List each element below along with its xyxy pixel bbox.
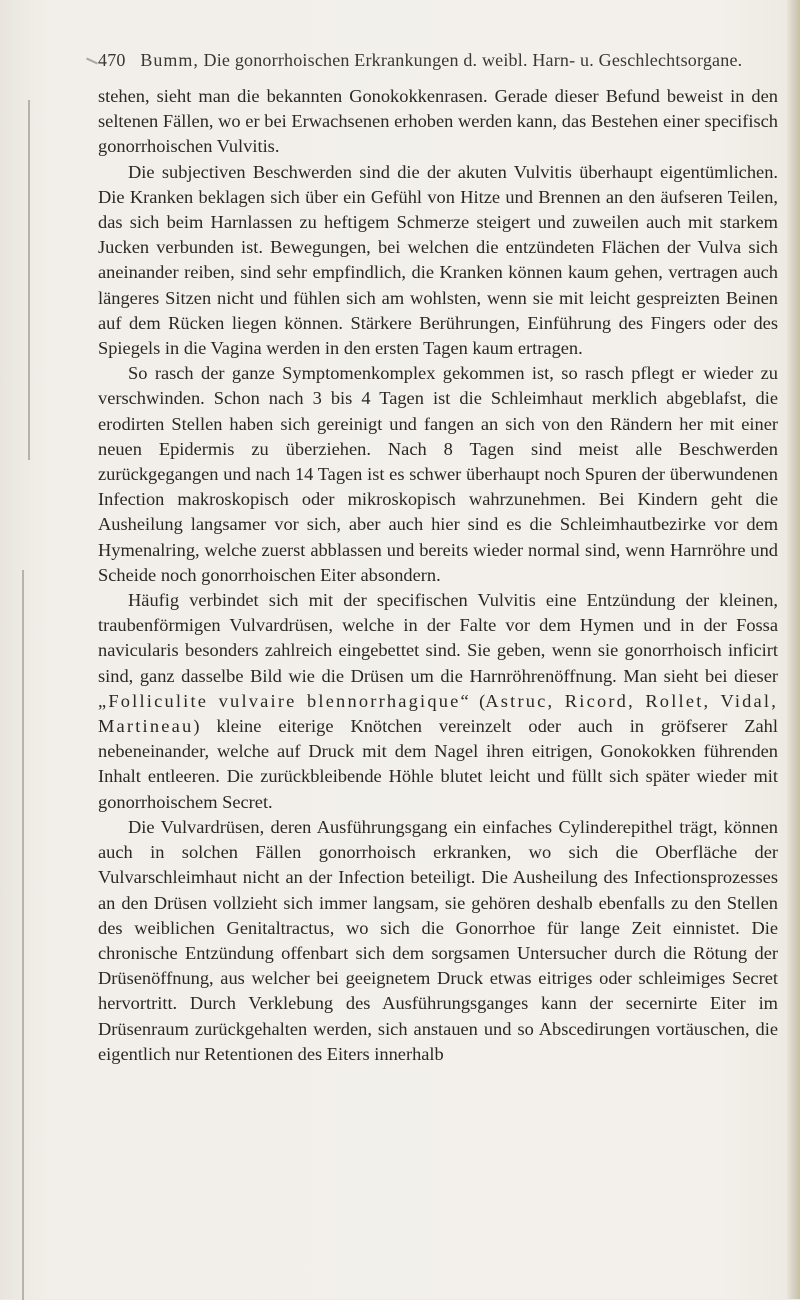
header-author: Bumm,	[140, 50, 199, 70]
paragraph: So rasch der ganze Symptomenkomplex gekommen ist, so rasch pflegt er wieder zu verschwinden. Schon nach 3 bis 4 Tagen ist die Schleimhaut merklich abgeblafst, die erodirten Stellen haben sich gereinigt und fangen an sich von den Rändern her mit einer neuen Epidermis zu überziehen. Nach 8 Tagen sind meist alle Beschwerden zurückgegangen und nach 14 Tagen ist es schwer überhaupt noch Spuren der überwundenen Infection makroskopisch oder mikroskopisch wahrzunehmen. Bei Kindern geht die Ausheilung langsamer vor sich, aber auch hier sind es die Schleimhautbezirke vor dem Hymenalring, welche zuerst abblassen und bereits wieder normal sind, wenn Harnröhre und Scheide noch gonorrhoischen Eiter absondern.	[98, 363, 778, 585]
running-head	[98, 50, 758, 71]
paragraph: Häufig verbindet sich mit der specifischen Vulvitis eine Entzündung der kleinen, traubenförmigen Vulvardrüsen, welche in der Falte vor dem Hymen und in der Fossa navicularis besonders zahlreich eingebettet sind. Sie geben, wenn sie gonorrhoisch inficirt sind, ganz dasselbe Bild wie die Drüsen um die Harnröhrenöffnung. Man sieht bei dieser „Folliculite vulvaire blennorrhagique“ (Astruc, Ricord, Rollet, Vidal, Martineau) kleine eiterige Knötchen vereinzelt oder auch in gröfserer Zahl nebeneinander, welche auf Druck mit dem Nagel ihren eitrigen, Gonokokken führenden Inhalt entleeren. Die zurückbleibende Höhle blutet leicht und füllt sich später wieder mit gonorrhoischem Secret.	[98, 590, 778, 812]
paragraph: stehen, sieht man die bekannten Gonokokkenrasen. Gerade dieser Befund beweist in den seltenen Fällen, wo er bei Erwachsenen erhoben werden kann, das Bestehen einer specifisch gonorrhoischen Vulvitis.	[98, 86, 778, 157]
paragraph: Die Vulvardrüsen, deren Ausführungsgang ein einfaches Cylinderepithel trägt, können auch in solchen Fällen gonorrhoisch erkranken, wo sich die Oberfläche der Vulvarschleimhaut nicht an der Infection beteiligt. Die Ausheilung des Infectionsprozesses an den Drüsen vollzieht sich immer langsam, sie gehören deshalb ebenfalls zu den Stellen des weiblichen Genitaltractus, wo sich die Gonorrhoe für lange Zeit einnistet. Die chronische Entzündung offenbart sich dem sorgsamen Untersucher durch die Rötung der Drüsenöffnung, aus welcher bei geeignetem Druck etwas eitriges oder schleimiges Secret hervortritt. Durch Verklebung des Ausführungsganges kann der secernirte Eiter im Drüsenraum zurückgehalten werden, sich anstauen und so Abscedirungen vortäuschen, die eigentlich nur Retentionen des Eiters innerhalb	[98, 816, 778, 1064]
emphasized-term: „Folliculite vulvaire blennorrhagique“	[98, 690, 471, 711]
margin-pencil-line	[22, 570, 24, 1300]
margin-stroke	[86, 58, 98, 65]
header-title: Die gonorrhoischen Erkrankungen d. weibl. Harn- u. Geschlechtsorgane.	[203, 50, 743, 70]
body-text	[98, 84, 778, 1067]
margin-pencil-line	[28, 100, 30, 460]
page-edge-shadow	[786, 0, 800, 1299]
page-number: 470	[98, 50, 126, 70]
paragraph: Die subjectiven Beschwerden sind die der akuten Vulvitis überhaupt eigentümlichen. Die Kranken beklagen sich über ein Gefühl von Hitze und Brennen an den äufseren Teilen, das sich beim Harnlassen zu heftigem Schmerze steigert und zuweilen auch mit starkem Jucken verbunden ist. Bewegungen, bei welchen die entzündeten Flächen der Vulva sich aneinander reiben, sind sehr empfindlich, die Kranken können kaum gehen, vertragen auch längeres Sitzen nicht und fühlen sich am wohlsten, wenn sie mit leicht gespreizten Beinen auf dem Rücken liegen können. Stärkere Berührungen, Einführung des Fingers oder des Spiegels in die Vagina werden in den ersten Tagen kaum ertragen.	[98, 161, 778, 359]
emphasized-names: Astruc, Ricord, Rollet, Vidal, Martineau	[98, 690, 778, 737]
